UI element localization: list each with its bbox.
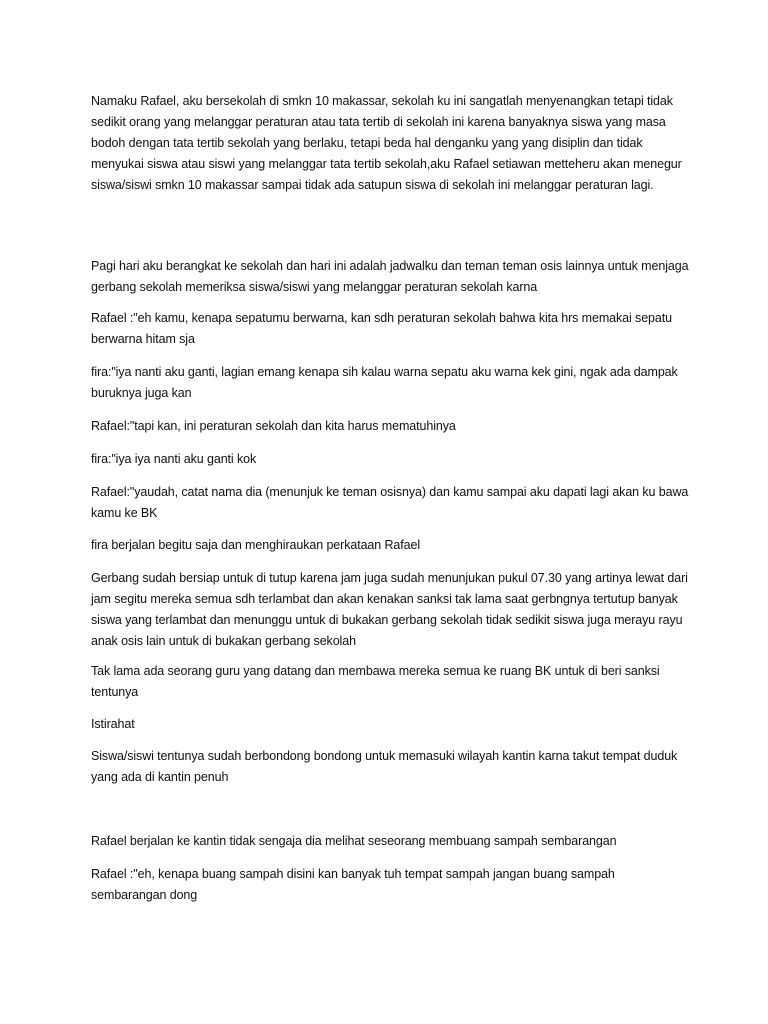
paragraph-gate: Gerbang sudah bersiap untuk di tutup karena jam juga sudah menunjukan pukul 07.30 yang artinya lewat dari jam segitu mereka semua sdh terlambat dan akan kenakan sanksi tak lama saat gerbngnya tertutup banyak siswa yang terlambat dan menunggu untuk di bukakan gerbang sekolah tidak sedikit siswa juga merayu rayu anak osis lain untuk di bukakan gerbang sekolah <box>91 571 688 648</box>
dialogue-rafael-warning: Rafael:"yaudah, catat nama dia (menunjuk ke teman osisnya) dan kamu sampai aku dapati lagi akan ku bawa kamu ke BK <box>91 485 689 520</box>
paragraph-morning: Pagi hari aku berangkat ke sekolah dan hari ini adalah jadwalku dan teman teman osis lainnya untuk menjaga gerbang sekolah memeriksa siswa/siswi yang melanggar peraturan sekolah karna <box>91 259 689 294</box>
paragraph-intro: Namaku Rafael, aku bersekolah di smkn 10 makassar, sekolah ku ini sangatlah menyenangkan tetapi tidak sedikit orang yang melanggar peraturan atau tata tertib di sekolah ini karena banyaknya siswa yang masa bodoh dengan tata tertib sekolah yang berlaku, tetapi beda hal denganku yang yang disiplin dan tidak menyukai siswa atau siswi yang melanggar tata tertib sekolah,aku Rafael setiawan metteheru akan menegur siswa/siswi smkn 10 makassar sampai tidak ada satupun siswa di sekolah ini melanggar peraturan lagi. <box>91 94 682 192</box>
paragraph-canteen: Siswa/siswi tentunya sudah berbondong bondong untuk memasuki wilayah kantin karna takut tempat duduk yang ada di kantin penuh <box>91 749 678 784</box>
dialogue-fira-reply: fira:"iya nanti aku ganti, lagian emang kenapa sih kalau warna sepatu aku warna kek gini, ngak ada dampak buruknya juga kan <box>91 365 678 400</box>
paragraph-rafael-canteen: Rafael berjalan ke kantin tidak sengaja dia melihat seseorang membuang sampah sembarangan <box>91 834 617 848</box>
dialogue-fira-ok: fira:"iya iya nanti aku ganti kok <box>91 452 257 466</box>
dialogue-rafael-trash: Rafael :"eh, kenapa buang sampah disini kan banyak tuh tempat sampah jangan buang sampah sembarangan dong <box>91 867 615 902</box>
dialogue-rafael-shoes: Rafael :"eh kamu, kenapa sepatumu berwarna, kan sdh peraturan sekolah bahwa kita hrs memakai sepatu berwarna hitam sja <box>91 311 672 346</box>
paragraph-teacher: Tak lama ada seorang guru yang datang dan membawa mereka semua ke ruang BK untuk di beri sanksi tentunya <box>91 664 660 699</box>
section-break-break-time: Istirahat <box>91 717 135 731</box>
paragraph-fira-leaves: fira berjalan begitu saja dan menghiraukan perkataan Rafael <box>91 538 421 552</box>
dialogue-rafael-rules: Rafael:"tapi kan, ini peraturan sekolah dan kita harus mematuhinya <box>91 419 456 433</box>
